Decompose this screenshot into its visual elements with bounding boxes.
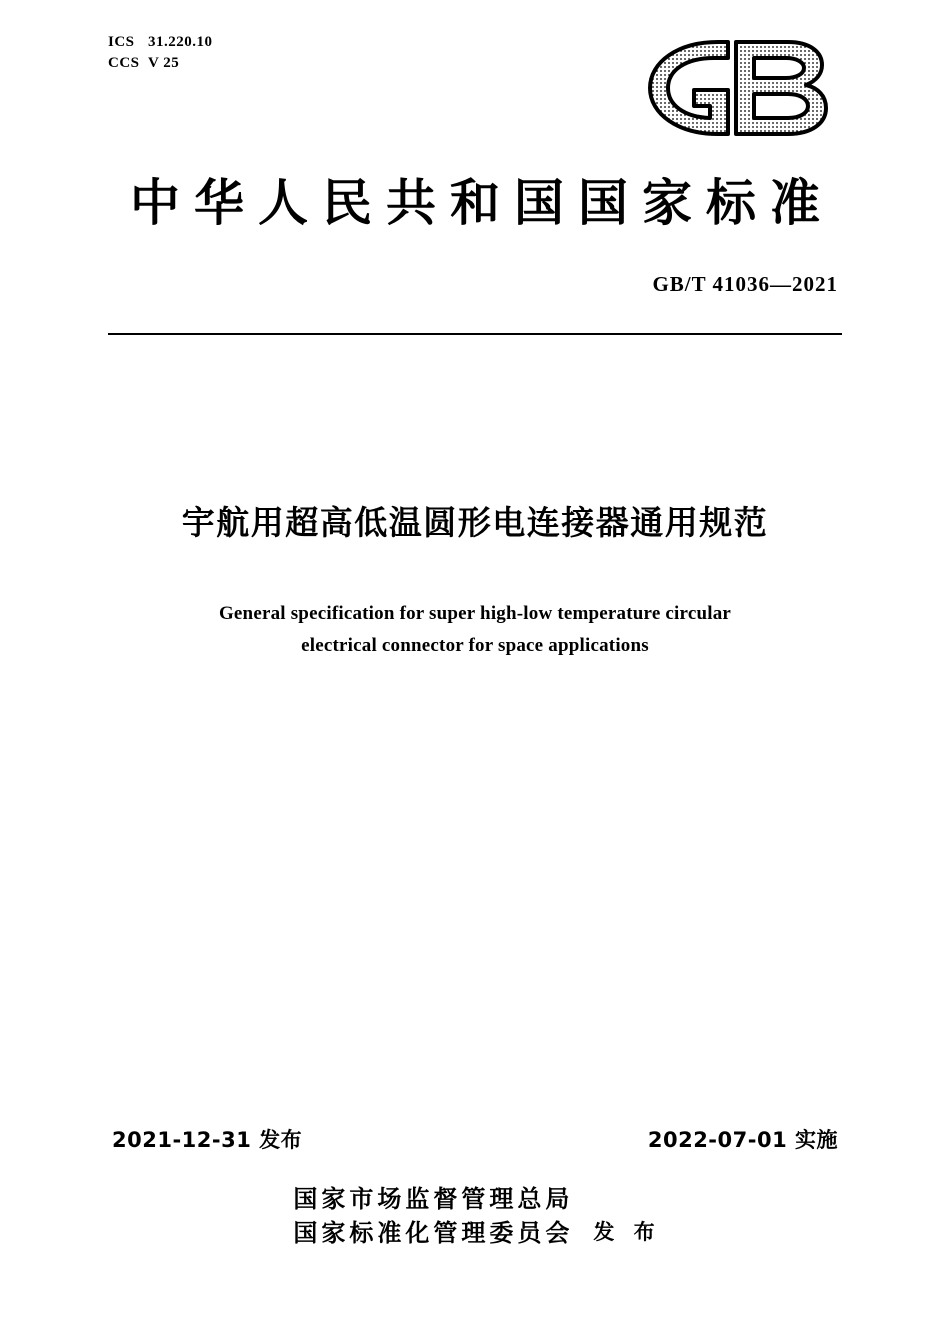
gb-logo-icon — [632, 34, 842, 142]
document-title-english — [120, 598, 830, 662]
ccs-line — [108, 53, 213, 74]
ics-value: 31.220.10 — [148, 34, 213, 50]
document-title-english-line2: electrical connector for space applications — [301, 635, 649, 656]
national-standard-title: 中华人民共和国国家标准 — [130, 174, 834, 232]
implementation-date: 2022-07-01 实施 — [647, 1128, 838, 1152]
issuer-line2: 国家标准化管理委员会 — [293, 1219, 574, 1247]
ccs-value: V 25 — [148, 55, 180, 71]
dates-row — [112, 1124, 838, 1154]
header-divider — [108, 333, 842, 335]
document-title-chinese: 宇航用超高低温圆形电连接器通用规范 — [181, 503, 769, 542]
ccs-label: CCS — [108, 55, 140, 71]
document-title-english-line1: General specification for super high-low temperature circular — [218, 603, 732, 624]
issue-date: 2021-12-31 发布 — [112, 1128, 303, 1152]
issuing-authority — [0, 1182, 950, 1250]
ics-label: ICS — [108, 34, 135, 50]
issuer-line1: 国家市场监督管理总局 — [293, 1185, 574, 1213]
issuer-names — [289, 1182, 573, 1250]
issuer-verb: 发 布 — [593, 1220, 661, 1244]
classification-block — [108, 32, 213, 74]
ics-line — [108, 32, 213, 53]
standard-number: GB/T 41036—2021 — [652, 272, 838, 296]
